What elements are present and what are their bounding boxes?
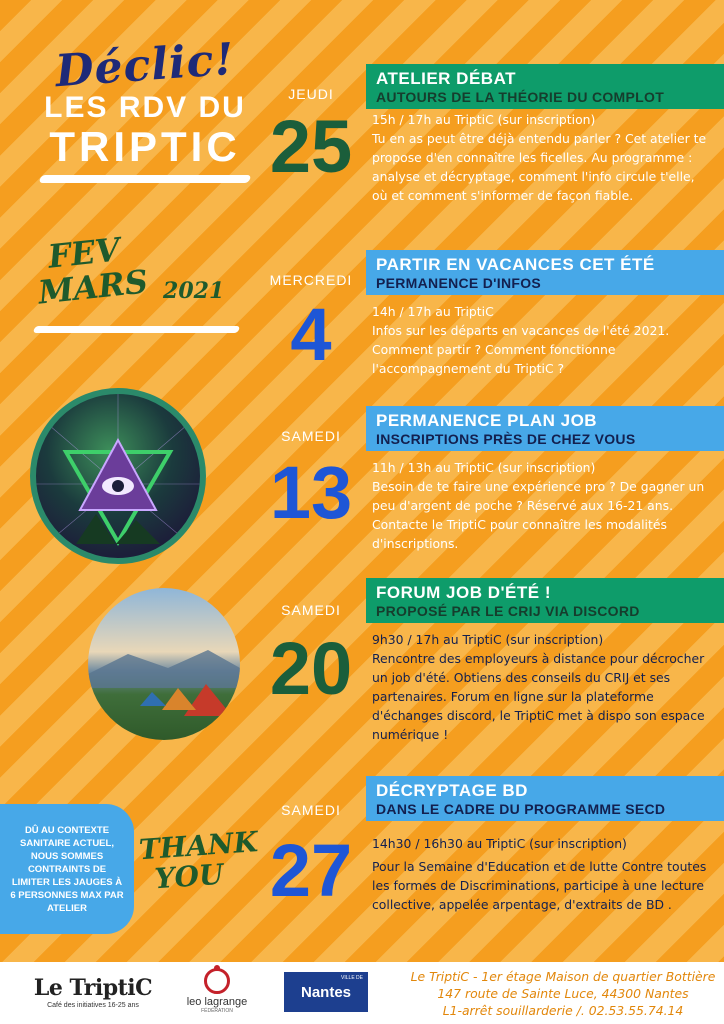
event-2-body: [372, 302, 712, 378]
event-1-day: JEUDI: [288, 86, 334, 102]
capacity-notice-text: DÛ AU CONTEXTE SANITAIRE ACTUEL, NOUS SOMMES CONTRAINTS DE LIMITER LES JAUGES À 6 PERSONNES MAX PAR ATELIER: [10, 824, 124, 914]
event-1-description: Tu en as peut être déjà entendu parler ? Cet atelier te propose d'en connaître les ficelles. Au programme : analyse et décryptage, comment l'info circule t'elle, où et comment s'informer de façon fiable.: [372, 131, 707, 203]
period-month-1: FEV: [46, 230, 122, 276]
leo-lagrange-name: leo lagrange: [186, 996, 248, 1008]
triptic-logo: [28, 976, 158, 1009]
event-1-date: 25: [269, 105, 353, 188]
event-5-time: 14h30 / 16h30 au TriptiC (sur inscription): [372, 836, 627, 851]
event-3-day: SAMEDI: [281, 428, 341, 444]
address-line-2: 147 route de Sainte Luce, 44300 Nantes: [437, 986, 689, 1001]
thank-you: [137, 825, 259, 896]
event-2-description: Infos sur les départs en vacances de l'été 2021. Comment partir ? Comment fonctionne l'accompagnement du TriptiC ?: [372, 323, 670, 376]
event-3-description: Besoin de te faire une expérience pro ? De gagner un peu d'argent de poche ? Réservé aux 16-21 ans. Contacte le TriptiC pour connaître les modalités d'inscriptions.: [372, 479, 705, 551]
triptic-logo-tagline: Café des initiatives 16-25 ans: [47, 1002, 139, 1009]
leo-lagrange-logo: [182, 968, 252, 1014]
pyramid-eye-image: [30, 388, 206, 564]
event-2-time: 14h / 17h au TriptiC: [372, 304, 494, 319]
event-3-date: 13: [269, 451, 353, 534]
event-3-body: [372, 458, 712, 553]
nantes-logo-name: Nantes: [300, 983, 352, 1001]
event-5-date: 27: [269, 829, 353, 912]
brand-subtitle: LES RDV DU: [44, 91, 246, 124]
period-month-2: MARS: [36, 262, 150, 312]
event-4-subtitle: PROPOSÉ PAR LE CRIJ VIA DISCORD: [376, 603, 640, 619]
event-4-date: 20: [269, 627, 353, 710]
event-2-day: MERCREDI: [269, 272, 353, 288]
event-5-title: DÉCRYPTAGE BD: [376, 781, 528, 800]
event-4-day: SAMEDI: [281, 602, 341, 618]
event-5-description: Pour la Semaine d'Education et de lutte Contre toutes les formes de Discriminations, participe à une lecture collective, appelée arpentage, d'extraits de BD .: [372, 859, 707, 912]
event-4-description: Rencontre des employeurs à distance pour décrocher un job d'été. Obtiens des conseils du CRIJ et ses partenaires. Forum en ligne sur la plateforme d'échanges discord, le TriptiC met à dispo son espace numérique !: [372, 651, 705, 742]
event-2-header: [366, 250, 724, 295]
leo-lagrange-sub: FÉDÉRATION: [201, 1008, 233, 1014]
thank-you-line-1: THANK: [137, 825, 259, 867]
leo-lagrange-icon: [204, 968, 230, 994]
address-line-3: L1-arrêt souillarderie /. 02.53.55.74.14: [442, 1003, 684, 1018]
event-1-title: ATELIER DÉBAT: [376, 69, 516, 88]
brush-divider: [39, 175, 252, 183]
event-4-time: 9h30 / 17h au TriptiC (sur inscription): [372, 632, 604, 647]
event-4-body: [372, 630, 712, 744]
pyramid-eye-icon: [36, 394, 200, 558]
event-3-header: [366, 406, 724, 451]
event-1-body: [372, 110, 712, 205]
address-block: [404, 968, 722, 1019]
event-1-time: 15h / 17h au TriptiC (sur inscription): [372, 112, 596, 127]
period-year: 2021: [163, 278, 225, 304]
event-5-subtitle: DANS LE CADRE DU PROGRAMME SECD: [376, 801, 666, 817]
declic-title: Déclic!: [53, 33, 237, 98]
event-1-subtitle: AUTOURS DE LA THÉORIE DU COMPLOT: [376, 89, 665, 105]
address-line-1: Le TriptiC - 1er étage Maison de quartier Bottière: [410, 969, 716, 984]
event-2-subtitle: PERMANENCE D'INFOS: [376, 275, 542, 291]
period: [36, 230, 238, 312]
event-1-header: [366, 64, 724, 109]
brush-divider-2: [33, 326, 241, 333]
event-4-header: [366, 578, 724, 623]
event-3-title: PERMANENCE PLAN JOB: [376, 411, 598, 430]
capacity-notice: [0, 804, 134, 934]
footer: [0, 962, 724, 1024]
event-2-date: 4: [290, 293, 332, 376]
brand-name: TRIPTIC: [49, 123, 241, 170]
poster-brand: [30, 33, 260, 183]
nantes-logo: [284, 972, 368, 1012]
event-5-day: SAMEDI: [281, 802, 341, 818]
camping-image: [88, 588, 240, 740]
thank-you-line-2: YOU: [153, 857, 225, 896]
event-5-header: [366, 776, 724, 821]
event-2-title: PARTIR EN VACANCES CET ÉTÉ: [376, 255, 655, 274]
event-3-subtitle: INSCRIPTIONS PRÈS DE CHEZ VOUS: [376, 431, 636, 447]
event-3-time: 11h / 13h au TriptiC (sur inscription): [372, 460, 596, 475]
triptic-logo-name: Le TriptiC: [33, 975, 153, 1001]
event-5-body: [372, 834, 712, 914]
tents-icon: [88, 588, 240, 740]
event-4-title: FORUM JOB D'ÉTÉ !: [376, 583, 551, 602]
nantes-logo-ville: VILLE DE: [341, 975, 363, 981]
